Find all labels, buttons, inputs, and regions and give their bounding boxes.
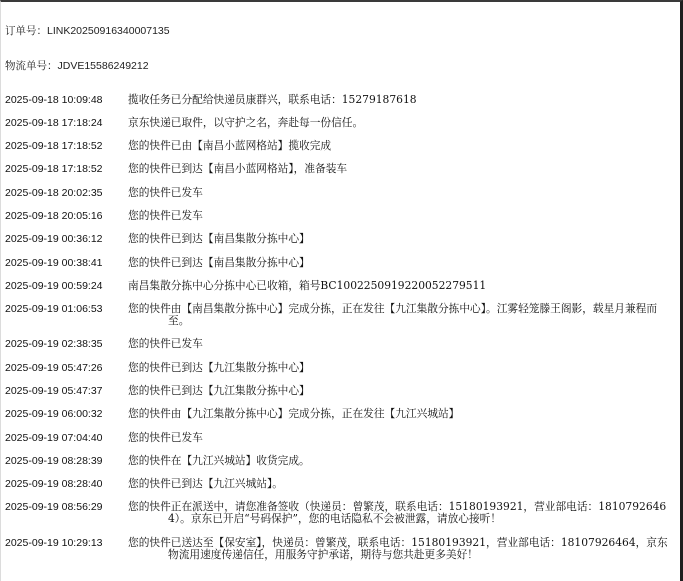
tracking-event-row: [1, 356, 680, 379]
tracking-event-row: [1, 298, 680, 333]
event-description: 您的快件已到达【九江集散分拣中心】: [128, 384, 310, 398]
tracking-event-row: [1, 379, 680, 402]
event-description: 您的快件由【南昌集散分拣中心】完成分拣，正在发往【九江集散分拣中心】。江雾轻笼滕王阁影，载星月兼程而至。: [128, 302, 658, 328]
event-time: 2025-09-18 10:09:48: [5, 93, 103, 106]
tracking-event-row: [1, 274, 680, 297]
event-time: 2025-09-19 05:47:26: [5, 361, 103, 374]
event-time: 2025-09-19 08:28:40: [5, 478, 103, 491]
event-description: 您的快件由【九江集散分拣中心】完成分拣，正在发往【九江兴城站】: [128, 407, 460, 421]
tracking-event-row: [1, 426, 680, 449]
event-time: 2025-09-19 10:29:13: [5, 536, 103, 549]
event-description: 南昌集散分拣中心分拣中心已收箱，箱号BC1002250919220052279511: [128, 278, 487, 292]
event-time: 2025-09-18 17:18:52: [5, 163, 103, 176]
event-time: 2025-09-19 00:36:12: [5, 233, 103, 246]
event-time: 2025-09-19 08:56:29: [5, 501, 103, 514]
tracking-event-row: [1, 496, 680, 531]
event-time: 2025-09-19 00:59:24: [5, 279, 103, 292]
tracking-event-row: [1, 251, 680, 274]
tracking-event-row: [1, 88, 680, 111]
event-description: 您的快件已到达【南昌集散分拣中心】: [128, 255, 310, 269]
tracking-event-list: [1, 88, 680, 566]
event-description: 京东快递已取件，以守护之名，奔赴每一份信任。: [128, 115, 364, 129]
event-time: 2025-09-19 01:06:53: [5, 303, 103, 316]
event-time: 2025-09-19 05:47:37: [5, 385, 103, 398]
event-description: 您的快件已到达【九江集散分拣中心】: [128, 360, 310, 374]
event-description: 您的快件已到达【九江兴城站】。: [128, 477, 283, 491]
event-description: 您的快件已发车: [128, 209, 203, 223]
event-description: 您的快件已发车: [128, 185, 203, 199]
tracking-event-row: [1, 204, 680, 227]
tracking-event-row: [1, 403, 680, 426]
tracking-event-row: [1, 158, 680, 181]
order-number-label: 订单号：: [5, 25, 47, 37]
event-time: 2025-09-19 02:38:35: [5, 338, 103, 351]
event-description: 您的快件在【九江兴城站】收货完成。: [128, 453, 310, 467]
tracking-event-row: [1, 531, 680, 566]
tracking-event-row: [1, 135, 680, 158]
event-time: 2025-09-18 20:05:16: [5, 210, 103, 223]
event-description: 您的快件已到达【南昌小蓝网格站】，准备装车: [128, 162, 348, 176]
tracking-event-row: [1, 181, 680, 204]
event-description: 您的快件已发车: [128, 337, 203, 351]
event-time: 2025-09-18 17:18:24: [5, 116, 103, 129]
tracking-event-row: [1, 449, 680, 472]
event-time: 2025-09-19 07:04:40: [5, 431, 103, 444]
tracking-event-row: [1, 111, 680, 134]
order-number-line: [1, 25, 680, 37]
tracking-number-value: JDVE15586249212: [57, 60, 149, 72]
event-description: 您的快件正在派送中，请您准备签收（快递员：曾繁茂，联系电话：15180193921，营业部电话：18107926464）。京东已开启“号码保护”，您的电话隐私不会被泄露，请放心接听！: [128, 500, 667, 526]
event-description: 您的快件已发车: [128, 430, 203, 444]
event-time: 2025-09-18 20:02:35: [5, 186, 103, 199]
event-time: 2025-09-18 17:18:52: [5, 140, 103, 153]
event-description: 您的快件已到达【南昌集散分拣中心】: [128, 232, 310, 246]
tracking-event-row: [1, 473, 680, 496]
event-time: 2025-09-19 08:28:39: [5, 454, 103, 467]
order-number-value: LINK20250916340007135: [47, 25, 170, 37]
event-description: 您的快件已送达至【保安室】，快递员：曾繁茂，联系电话：15180193921，营业部电话：18107926464，京东物流用速度传递信任，用服务守护承诺，期待与您共赴更多美好！: [128, 535, 668, 561]
tracking-number-line: [1, 60, 680, 72]
tracking-number-label: 物流单号：: [5, 60, 58, 72]
tracking-event-row: [1, 228, 680, 251]
tracking-event-row: [1, 333, 680, 356]
event-description: 揽收任务已分配给快递员康群兴，联系电话：15279187618: [128, 92, 417, 106]
event-time: 2025-09-19 00:38:41: [5, 256, 103, 269]
event-time: 2025-09-19 06:00:32: [5, 408, 103, 421]
event-description: 您的快件已由【南昌小蓝网格站】揽收完成: [128, 139, 332, 153]
